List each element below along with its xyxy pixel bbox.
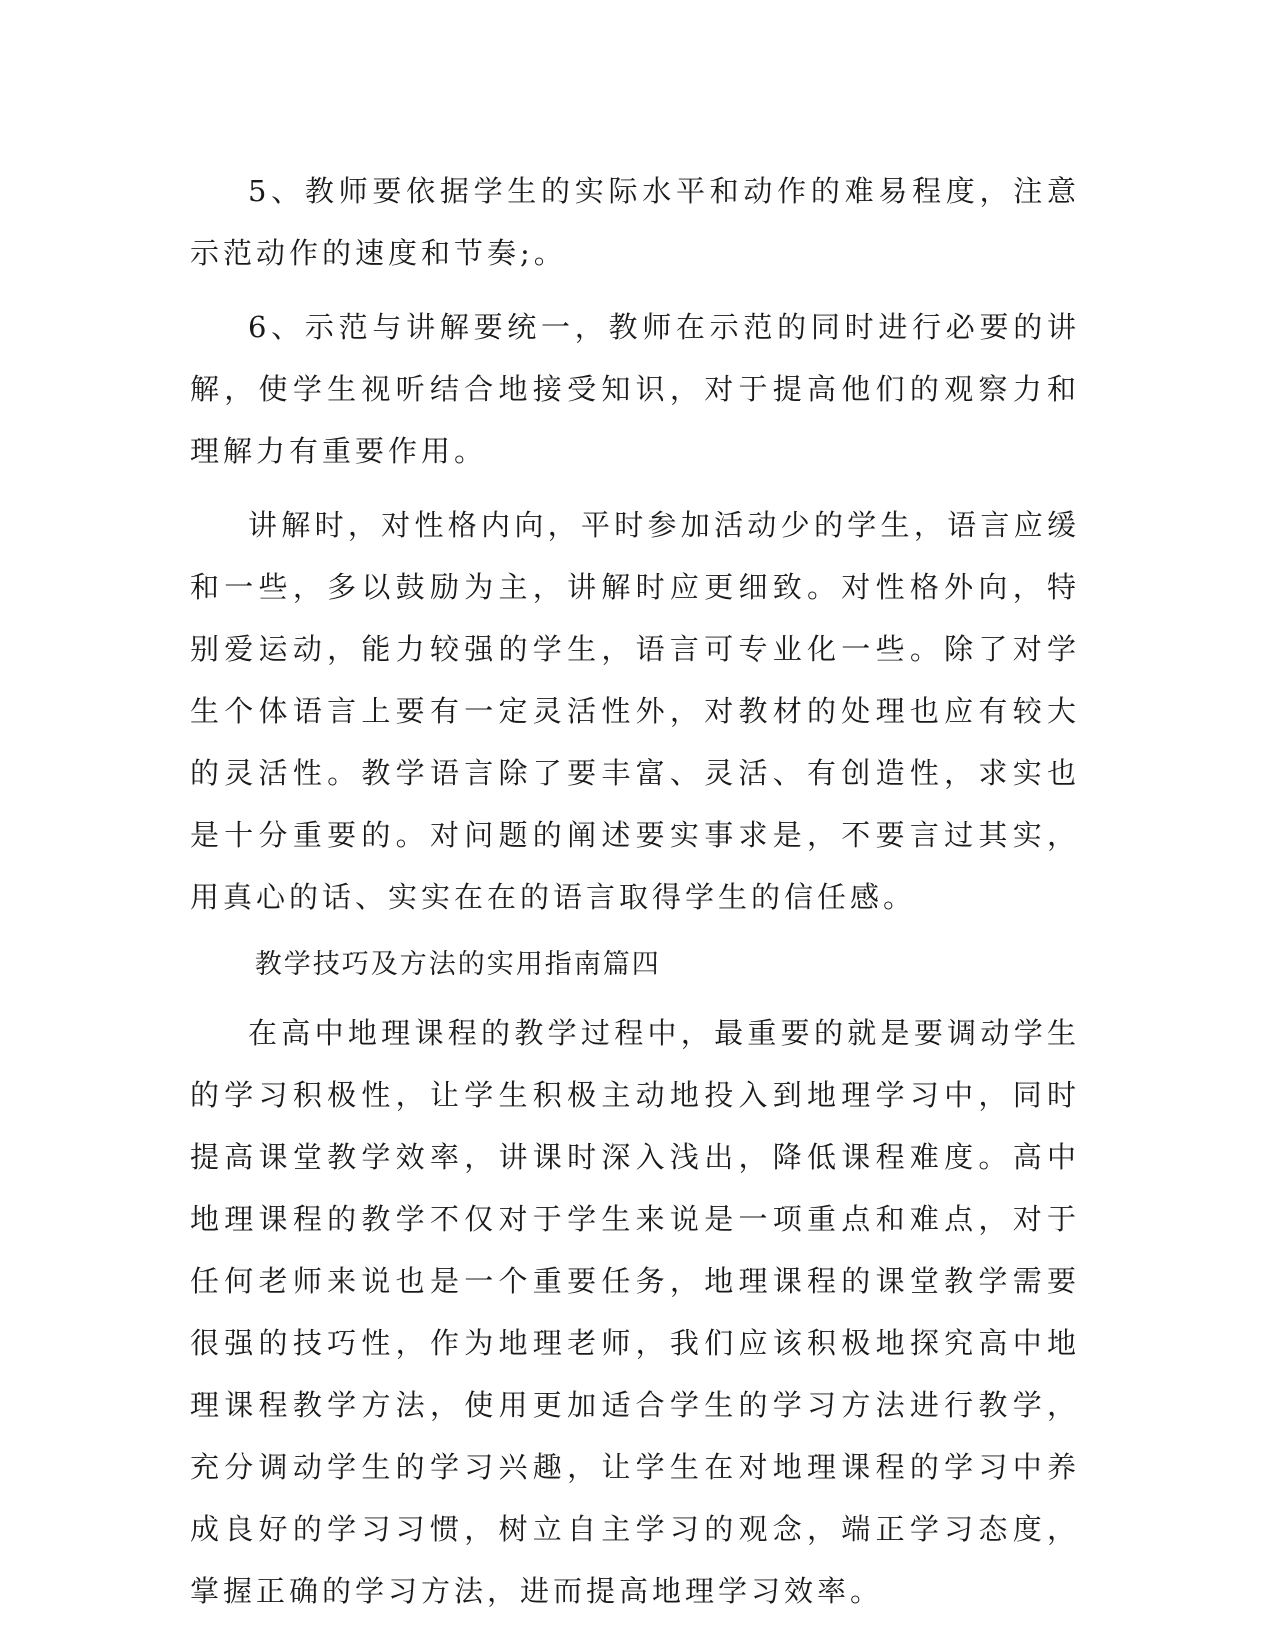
paragraph-geography-teaching: 在高中地理课程的教学过程中，最重要的就是要调动学生的学习积极性，让学生积极主动地投入到地理学习中，同时提高课堂教学效率，讲课时深入浅出，降低课程难度。高中地理课程的教学不仅对于学生来说是一项重点和难点，对于任何老师来说也是一个重要任务，地理课程的课堂教学需要很强的技巧性，作为地理老师，我们应该积极地探究高中地理课程教学方法，使用更加适合学生的学习方法进行教学，充分调动学生的学习兴趣，让学生在对地理课程的学习中养成良好的学习习惯，树立自主学习的观念，端正学习态度，掌握正确的学习方法，进而提高地理学习效率。 bbox=[190, 1016, 1080, 1608]
paragraph-demonstration-explanation: 6、示范与讲解要统一，教师在示范的同时进行必要的讲解，使学生视听结合地接受知识，对于提高他们的观察力和理解力有重要作用。 bbox=[190, 310, 1080, 468]
paragraph-demonstration-speed: 5、教师要依据学生的实际水平和动作的难易程度，注意示范动作的速度和节奏;。 bbox=[190, 174, 1080, 270]
section-heading: 教学技巧及方法的实用指南篇四 bbox=[254, 949, 661, 980]
document-body bbox=[190, 160, 1080, 1634]
paragraph-explanation-style: 讲解时，对性格内向，平时参加活动少的学生，语言应缓和一些，多以鼓励为主，讲解时应更细致。对性格外向，特别爱运动，能力较强的学生，语言可专业化一些。除了对学生个体语言上要有一定灵活性外，对教材的处理也应有较大的灵活性。教学语言除了要丰富、灵活、有创造性，求实也是十分重要的。对问题的阐述要实事求是，不要言过其实，用真心的话、实实在在的语言取得学生的信任感。 bbox=[190, 508, 1080, 914]
